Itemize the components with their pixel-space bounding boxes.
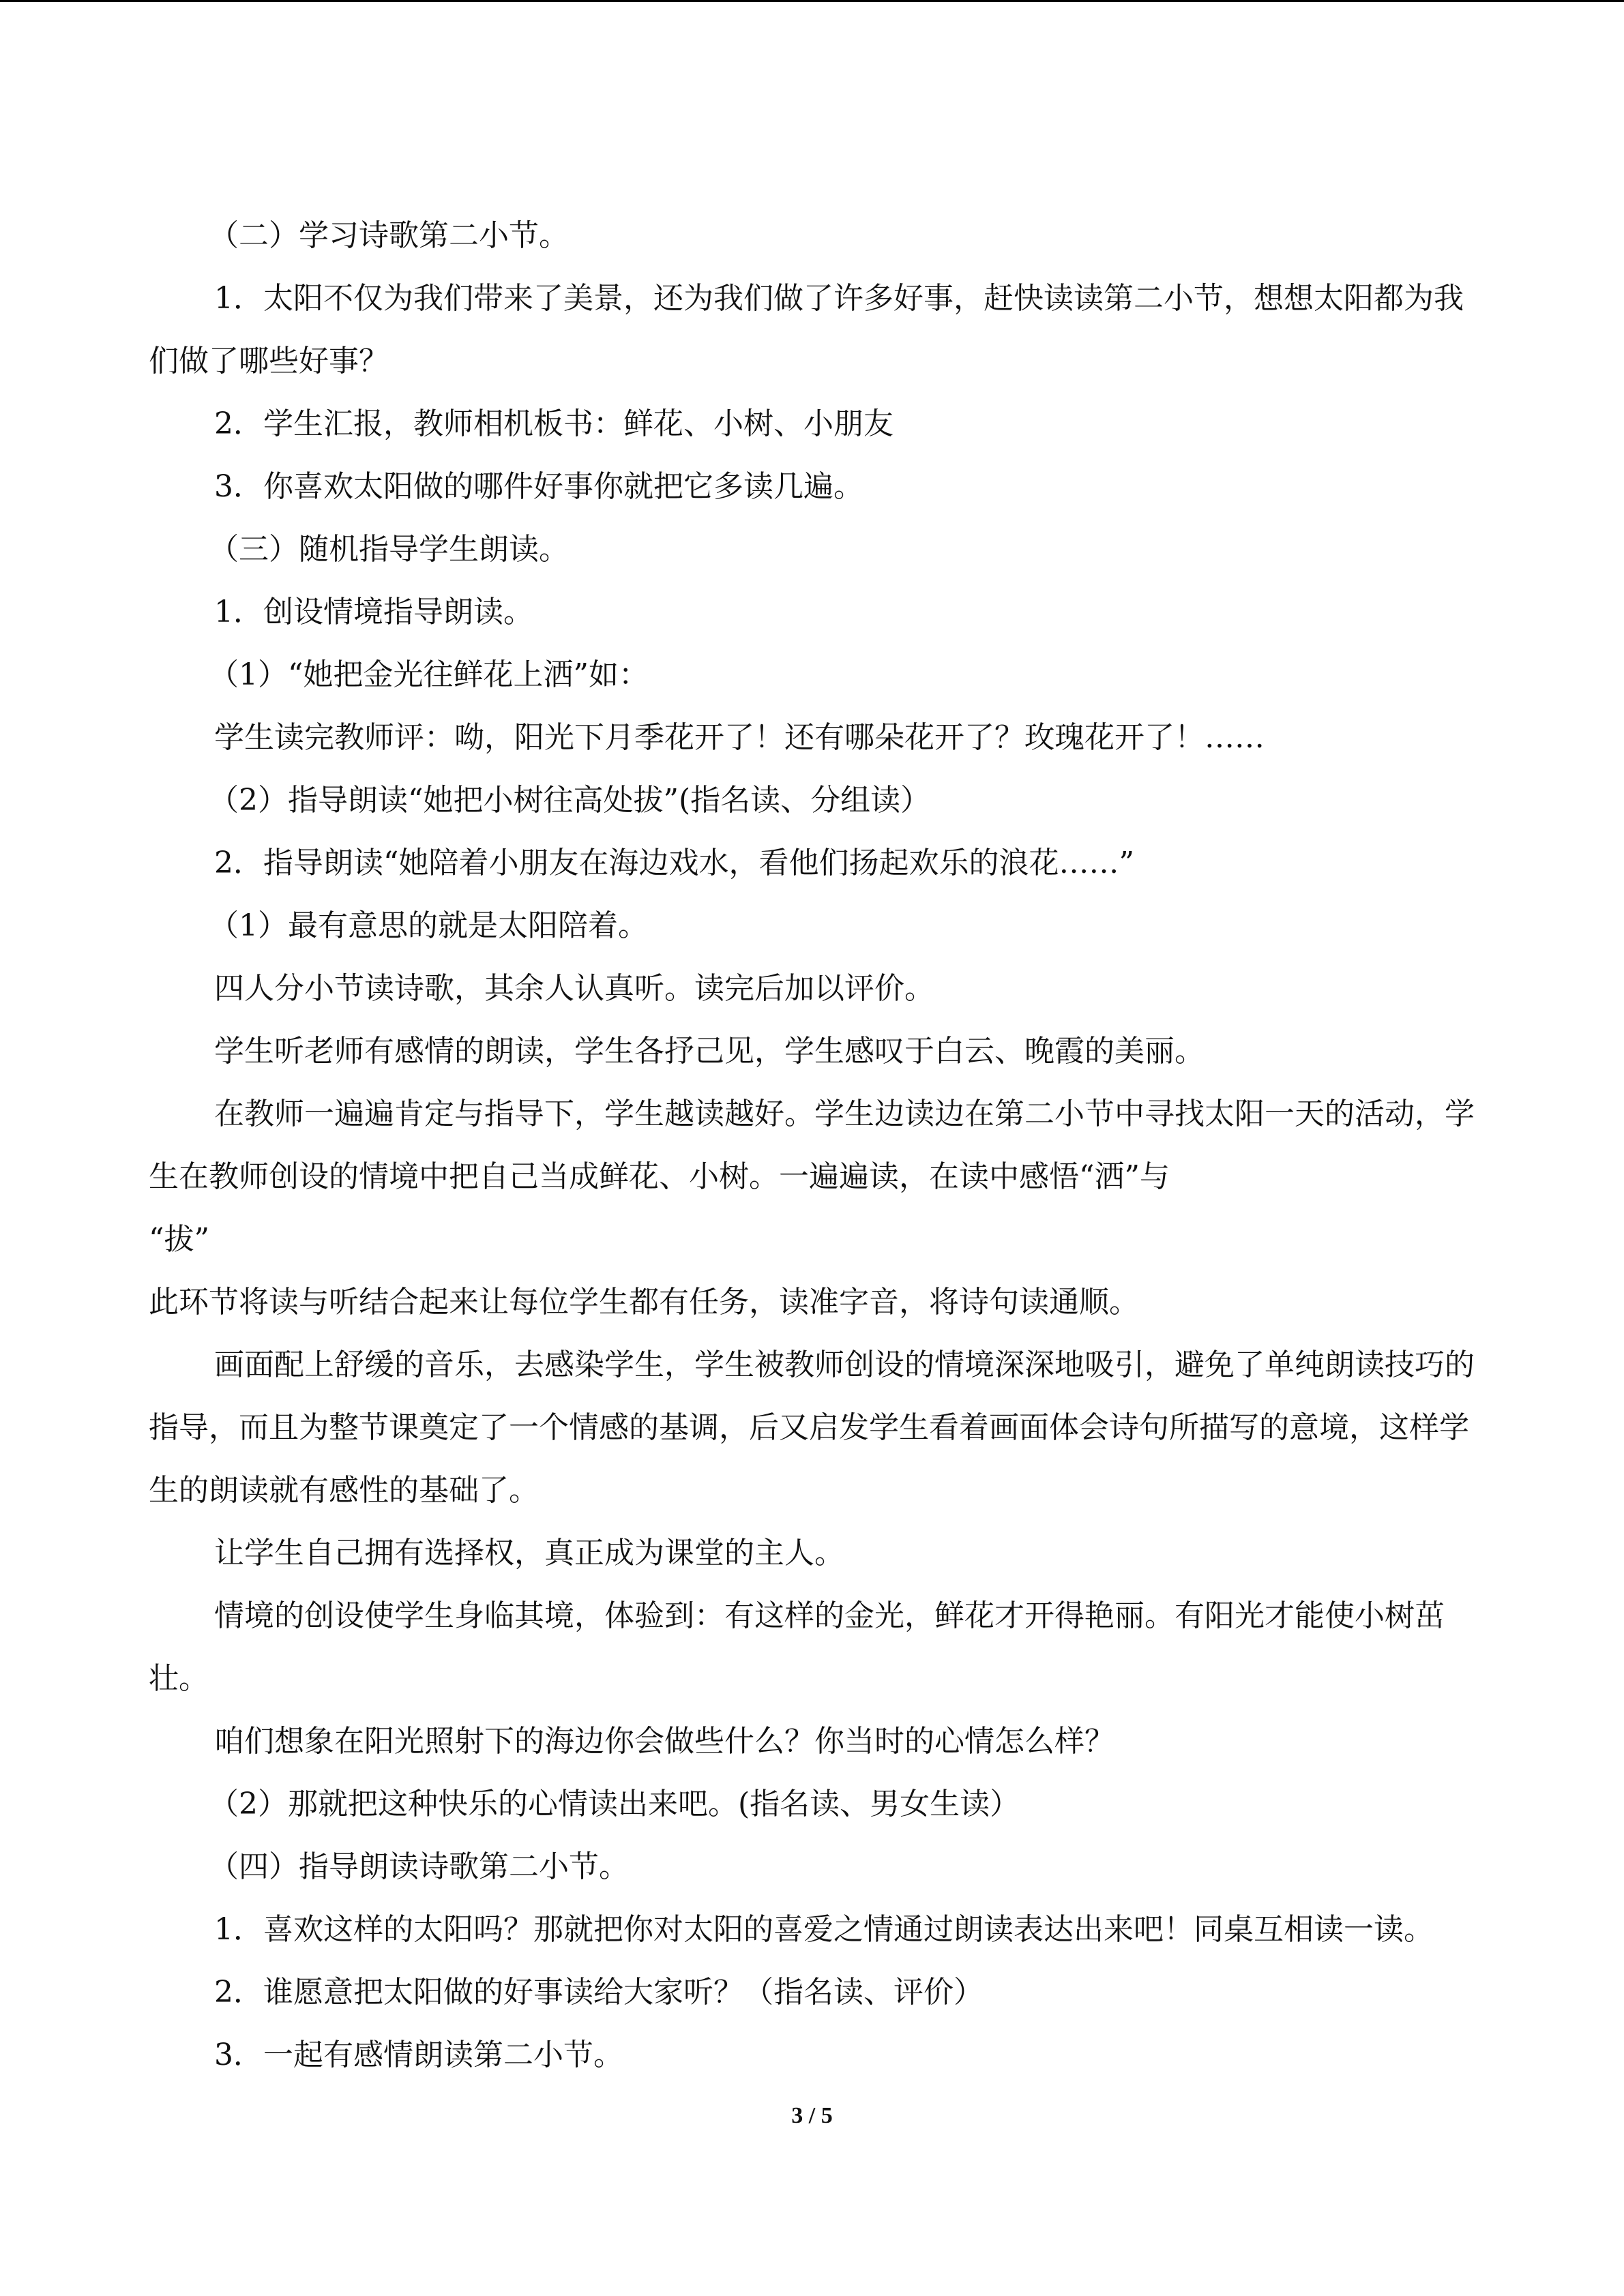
paragraph: （2）那就把这种快乐的心情读出来吧。(指名读、男女生读） — [209, 1787, 1020, 1821]
paragraph: 让学生自己拥有选择权，真正成为课堂的主人。 — [214, 1536, 844, 1570]
paragraph: 四人分小节读诗歌，其余人认真听。读完后加以评价。 — [214, 971, 934, 1006]
paragraph: 情境的创设使学生身临其境，体验到：有这样的金光，鲜花才开得艳丽。有阳光才能使小树茁壮。 — [149, 1598, 1445, 1696]
paragraph: 学生读完教师评：呦，阳光下月季花开了！还有哪朵花开了？玫瑰花开了！…… — [214, 720, 1265, 755]
top-border-line — [0, 0, 1624, 2]
paragraph: 1．太阳不仅为我们带来了美景，还为我们做了许多好事，赶快读读第二小节，想想太阳都为我们做了哪些好事？ — [149, 281, 1464, 378]
paragraph: 在教师一遍遍肯定与指导下，学生越读越好。学生边读边在第二小节中寻找太阳一天的活动，学生在教师创设的情境中把自己当成鲜花、小树。一遍遍读，在读中感悟“洒”与 — [149, 1097, 1475, 1194]
paragraph: 1．喜欢这样的太阳吗？那就把你对太阳的喜爱之情通过朗读表达出来吧！同桌互相读一读。 — [214, 1912, 1434, 1947]
document-body — [149, 205, 1475, 2087]
page-number: 3 / 5 — [791, 2103, 833, 2128]
paragraph: 3．你喜欢太阳做的哪件好事你就把它多读几遍。 — [214, 469, 863, 504]
section-heading-3: （三）随机指导学生朗读。 — [209, 532, 569, 567]
paragraph: 学生听老师有感情的朗读，学生各抒己见，学生感叹于白云、晚霞的美丽。 — [214, 1034, 1205, 1069]
paragraph: （1）最有意思的就是太阳陪着。 — [209, 908, 648, 943]
paragraph: 1．创设情境指导朗读。 — [214, 595, 533, 629]
paragraph: 2．学生汇报，教师相机板书：鲜花、小树、小朋友 — [214, 406, 894, 441]
paragraph: “拔” — [149, 1222, 209, 1257]
paragraph: 画面配上舒缓的音乐，去感染学生，学生被教师创设的情境深深地吸引，避免了单纯朗读技巧的指导，而且为整节课奠定了一个情感的基调，后又启发学生看着画面体会诗句所描写的意境，这样学生的朗读就有感性的基础了。 — [149, 1347, 1475, 1508]
paragraph: （2）指导朗读“她把小树往高处拔”(指名读、分组读） — [209, 783, 931, 818]
section-heading-2: （二）学习诗歌第二小节。 — [209, 218, 569, 253]
paragraph: 2．指导朗读“她陪着小朋友在海边戏水，看他们扬起欢乐的浪花……” — [214, 846, 1134, 880]
paragraph: 3．一起有感情朗读第二小节。 — [214, 2038, 623, 2072]
section-heading-4: （四）指导朗读诗歌第二小节。 — [209, 1849, 629, 1884]
paragraph: 2．谁愿意把太阳做的好事读给大家听？（指名读、评价） — [214, 1975, 984, 2010]
paragraph: （1）“她把金光往鲜花上洒”如： — [209, 657, 649, 692]
paragraph: 咱们想象在阳光照射下的海边你会做些什么？你当时的心情怎么样？ — [214, 1724, 1114, 1759]
paragraph: 此环节将读与听结合起来让每位学生都有任务，读准字音，将诗句读通顺。 — [149, 1285, 1139, 1320]
